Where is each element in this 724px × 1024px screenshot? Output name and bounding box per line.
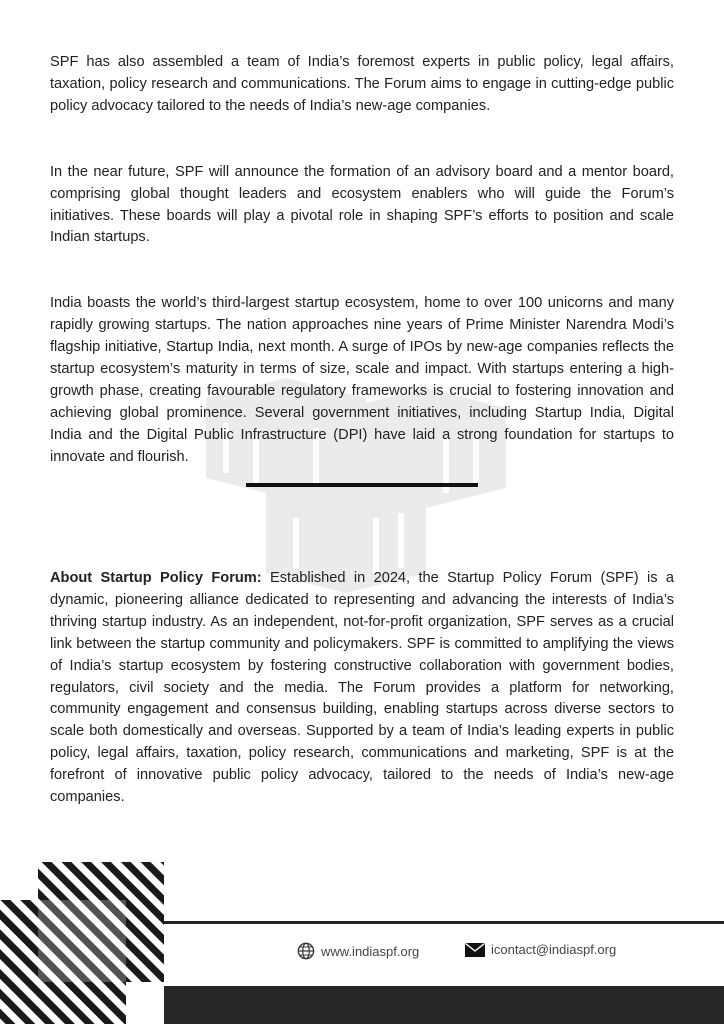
body-text [50,52,674,469]
about-text: Established in 2024, the Startup Policy Forum (SPF) is a dynamic, pioneering alliance dedicated to representing and advancing the interests of India’s thriving startup industry. As an independent, not-for-profit organization, SPF serves as a crucial link between the startup community and policymakers. SPF is committed to amplifying the views of India’s startup ecosystem by fostering constructive collaboration with government bodies, regulators, civil society and the media. The Forum provides a platform for networking, community engagement and consensus building, enabling startups across diverse sectors to scale both domestically and overseas. Supported by a team of India’s leading experts in public policy, legal affairs, taxation, policy research, communications and marketing, SPF is at the forefront of innovative public policy advocacy, tailored to the needs of India’s new-age companies. [50,570,674,806]
about-heading: About Startup Policy Forum: [50,570,262,586]
footer-bar [164,986,724,1024]
email-link[interactable]: icontact@indiaspf.org [491,942,617,957]
footer-email[interactable] [465,942,616,957]
footer-website[interactable] [297,942,419,960]
website-link[interactable]: www.indiaspf.org [321,943,420,959]
globe-icon [297,942,315,960]
section-divider [246,483,478,487]
paragraph-team: SPF has also assembled a team of India’s foremost experts in public policy, legal affairs, taxation, policy research and communications. The Forum aims to engage in cutting-edge public policy advocacy tailored to the needs of India’s new-age companies. [50,54,674,114]
envelope-icon [465,943,485,957]
about-section [50,568,674,809]
paragraph-advisory-board: In the near future, SPF will announce the formation of an advisory board and a mentor board, comprising global thought leaders and ecosystem enablers who will guide the Forum’s initiatives. These boards will play a pivotal role in shaping SPF’s efforts to position and scale Indian startups. [50,163,674,246]
paragraph-ecosystem: India boasts the world’s third-largest startup ecosystem, home to over 100 unicorns and many rapidly growing startups. The nation approaches nine years of Prime Minister Narendra Modi’s flagship initiative, Startup India, next month. A surge of IPOs by new-age companies reflects the startup ecosystem’s maturity in terms of size, scale and impact. With startups entering a high-growth phase, creating favourable regulatory frameworks is crucial to fostering innovation and achieving global prominence. Several government initiatives, including Startup India, Digital India and the Digital Public Infrastructure (DPI) have laid a strong foundation for startups to innovate and flourish. [50,295,674,465]
footer-rule [164,921,724,924]
diagonal-stripes-decoration [0,860,164,1024]
